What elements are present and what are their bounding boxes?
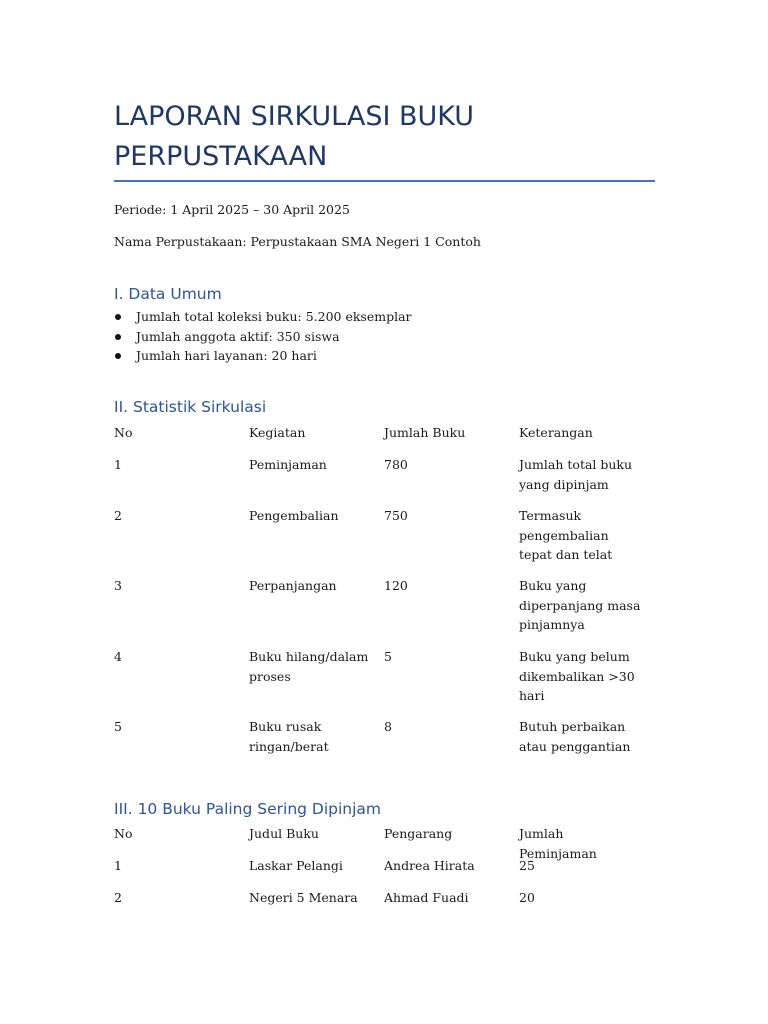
table-header-cell: Pengarang <box>384 826 453 841</box>
table-cell: Peminjaman <box>249 457 327 472</box>
table-cell: 5 <box>114 719 122 734</box>
table-cell: 750 <box>384 508 408 523</box>
list-item: Jumlah anggota aktif: 350 siswa <box>114 329 412 349</box>
section-heading-buku-populer: III. 10 Buku Paling Sering Dipinjam <box>114 800 382 818</box>
table-cell: 2 <box>114 890 122 905</box>
table-cell: 120 <box>384 578 408 593</box>
table-header-cell: Keterangan <box>519 425 593 440</box>
table-cell: 1 <box>114 457 122 472</box>
table-cell: Buku rusak ringan/berat <box>249 719 329 754</box>
table-cell: 1 <box>114 858 122 873</box>
table-cell: Buku yang belum dikembalikan >30 hari <box>519 649 635 703</box>
table-cell: Laskar Pelangi <box>249 858 343 873</box>
table-cell: Jumlah total buku yang dipinjam <box>519 457 633 492</box>
periode-text: Periode: 1 April 2025 – 30 April 2025 <box>114 202 350 217</box>
section-heading-data-umum: I. Data Umum <box>114 285 222 303</box>
table-cell: Buku yang diperpanjang masa pinjamnya <box>519 578 641 632</box>
table-cell: 25 <box>519 858 535 873</box>
table-cell: Pengembalian <box>249 508 339 523</box>
document-title: LAPORAN SIRKULASI BUKU PERPUSTAKAAN <box>114 101 475 172</box>
table-header-cell: Jumlah Peminjaman <box>519 826 597 861</box>
section-heading-statistik: II. Statistik Sirkulasi <box>114 398 267 416</box>
table-cell: 5 <box>384 649 392 664</box>
table-cell: 2 <box>114 508 122 523</box>
list-item: Jumlah hari layanan: 20 hari <box>114 348 412 368</box>
table-cell: 4 <box>114 649 122 664</box>
table-header-cell: No <box>114 425 133 440</box>
table-cell: 8 <box>384 719 392 734</box>
table-cell: 780 <box>384 457 408 472</box>
table-cell: Butuh perbaikan atau penggantian <box>519 719 631 754</box>
table-header-cell: No <box>114 826 133 841</box>
table-header-cell: Jumlah Buku <box>384 425 466 440</box>
table-cell: 3 <box>114 578 122 593</box>
library-name-text: Nama Perpustakaan: Perpustakaan SMA Negeri 1 Contoh <box>114 234 481 249</box>
table-cell: 20 <box>519 890 535 905</box>
table-cell: Ahmad Fuadi <box>384 890 469 905</box>
table-cell: Termasuk pengembalian tepat dan telat <box>519 508 613 562</box>
table-header-cell: Kegiatan <box>249 425 306 440</box>
title-underline <box>114 180 655 182</box>
table-cell: Negeri 5 Menara <box>249 890 358 905</box>
table-cell: Andrea Hirata <box>384 858 475 873</box>
table-header-cell: Judul Buku <box>249 826 319 841</box>
table-cell: Perpanjangan <box>249 578 337 593</box>
data-umum-list <box>114 309 412 368</box>
table-cell: Buku hilang/dalam proses <box>249 649 369 684</box>
list-item: Jumlah total koleksi buku: 5.200 eksemplar <box>114 309 412 329</box>
